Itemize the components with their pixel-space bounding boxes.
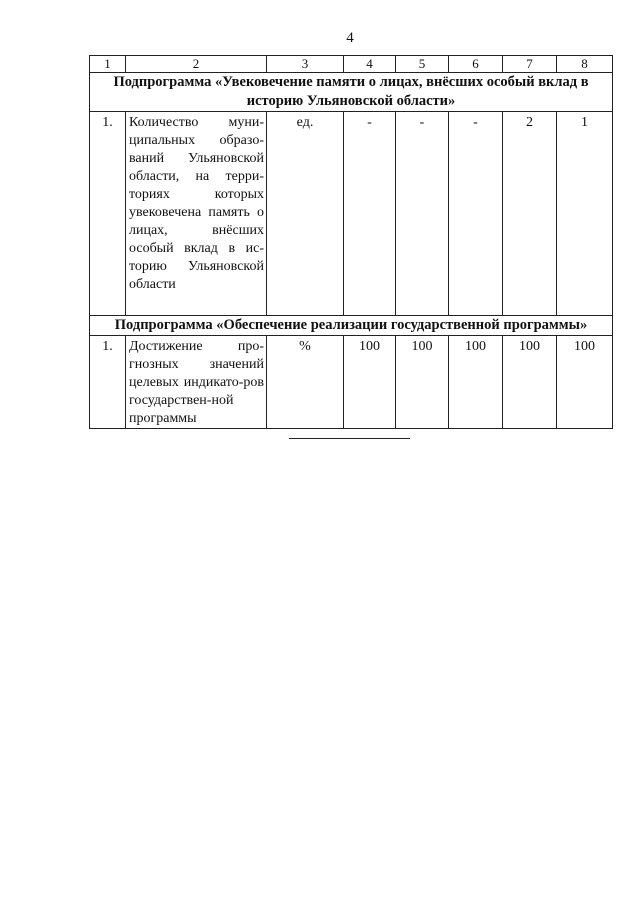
value-cell: 1	[557, 112, 613, 316]
column-number: 8	[557, 56, 613, 73]
unit-cell: %	[267, 336, 344, 429]
subprogram-heading-row	[90, 73, 613, 112]
table-row	[90, 336, 613, 429]
value-cell: 100	[449, 336, 503, 429]
row-number: 1.	[90, 336, 126, 429]
value-cell: 2	[503, 112, 557, 316]
unit-cell: ед.	[267, 112, 344, 316]
value-cell: 100	[557, 336, 613, 429]
column-number: 2	[126, 56, 267, 73]
column-number: 7	[503, 56, 557, 73]
indicators-table	[89, 55, 613, 429]
end-of-document-rule	[289, 438, 410, 439]
table-row	[90, 112, 613, 316]
value-cell: 100	[344, 336, 396, 429]
column-number: 1	[90, 56, 126, 73]
value-cell: -	[396, 112, 449, 316]
value-cell: 100	[503, 336, 557, 429]
column-number: 4	[344, 56, 396, 73]
column-number-row	[90, 56, 613, 73]
column-number: 5	[396, 56, 449, 73]
subprogram-title: Подпрограмма «Увековечение памяти о лицах, внёсших особый вклад в историю Ульяновской области»	[90, 73, 613, 112]
subprogram-title: Подпрограмма «Обеспечение реализации государственной программы»	[90, 316, 613, 336]
row-number: 1.	[90, 112, 126, 316]
indicator-name: Количество муни-ципальных образо-ваний Ульяновской области, на терри-ториях которых увековечена память о лицах, внёсших особый вклад в ис-торию Ульяновской области	[126, 112, 267, 316]
value-cell: 100	[396, 336, 449, 429]
page-number: 4	[346, 30, 354, 46]
value-cell: -	[344, 112, 396, 316]
indicator-name: Достижение про-гнозных значений целевых индикато-ров государствен-ной программы	[126, 336, 267, 429]
column-number: 6	[449, 56, 503, 73]
column-number: 3	[267, 56, 344, 73]
subprogram-heading-row	[90, 316, 613, 336]
value-cell: -	[449, 112, 503, 316]
